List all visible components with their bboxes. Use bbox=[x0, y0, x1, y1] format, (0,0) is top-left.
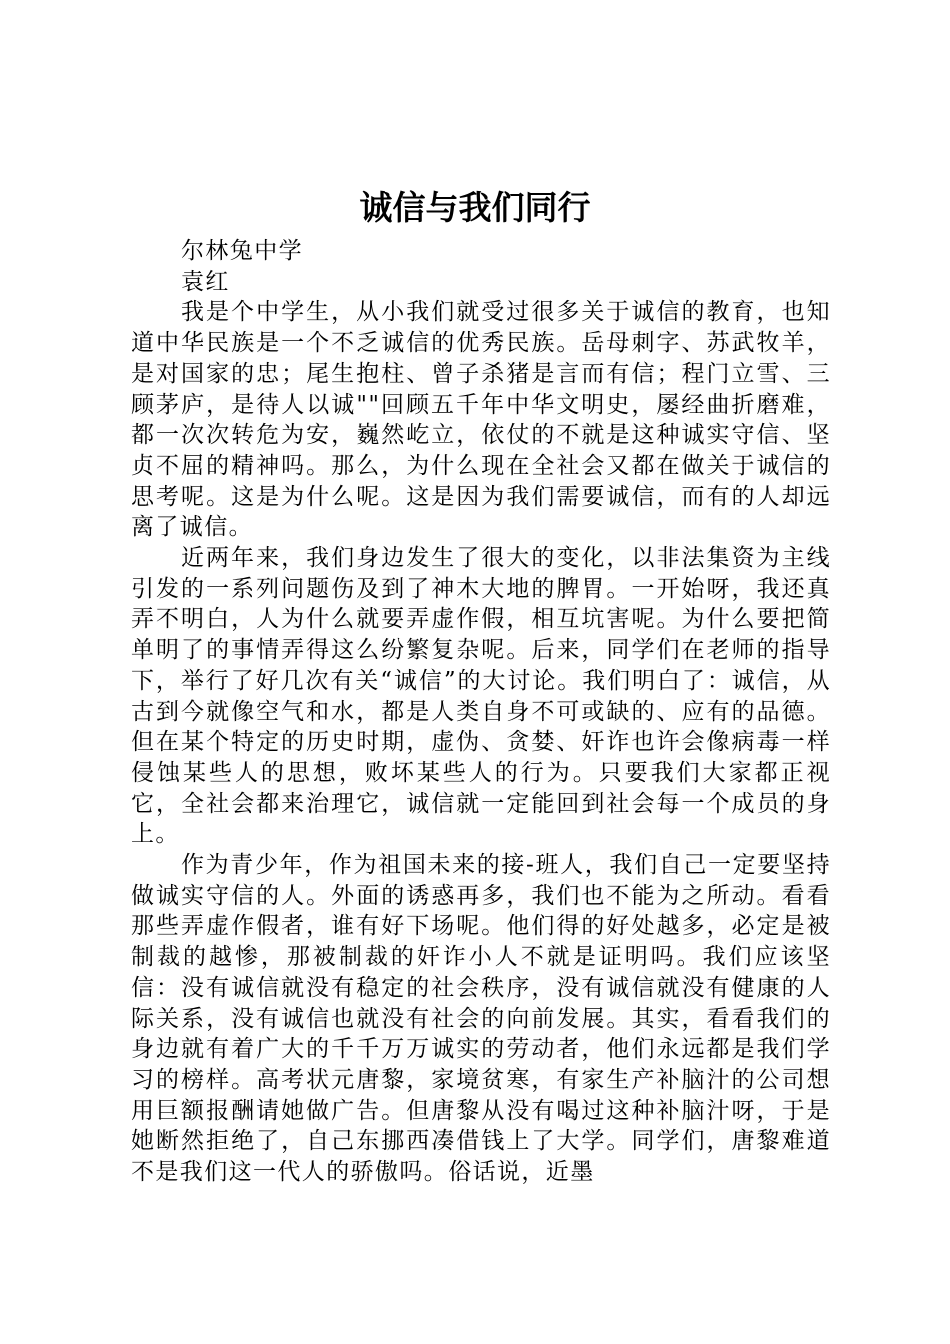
paragraph-2: 近两年来，我们身边发生了很大的变化，以非法集资为主线引发的一系列问题伤及到了神木大地的脾胃。一开始呀，我还真弄不明白，人为什么就要弄虚作假，相互坑害呢。为什么要把简单明了的事情弄得这么纷繁复杂呢。后来，同学们在老师的指导下，举行了好几次有关“诚信”的大讨论。我们明白了：诚信，从古到今就像空气和水，都是人类自身不可或缺的、应有的品德。但在某个特定的历史时期，虚伪、贪婪、奸诈也许会像病毒一样侵蚀某些人的思想，败坏某些人的行为。只要我们大家都正视它，全社会都来治理它，诚信就一定能回到社会每一个成员的身上。 bbox=[131, 545, 831, 848]
document-title: 诚信与我们同行 bbox=[359, 188, 591, 227]
document-body bbox=[131, 236, 831, 1188]
paragraph-1: 我是个中学生，从小我们就受过很多关于诚信的教育，也知道中华民族是一个不乏诚信的优秀民族。岳母刺字、苏武牧羊，是对国家的忠；尾生抱柱、曾子杀猪是言而有信；程门立雪、三顾茅庐，是待人以诚""回顾五千年中华文明史，屡经曲折磨难，都一次次转危为安，巍然屹立，依仗的不就是这种诚实守信、坚贞不屈的精神吗。那么，为什么现在全社会又都在做关于诚信的思考呢。这是为什么呢。这是因为我们需要诚信，而有的人却远离了诚信。 bbox=[131, 299, 831, 541]
paragraph-3: 作为青少年，作为祖国未来的接-班人，我们自己一定要坚持做诚实守信的人。外面的诱惑再多，我们也不能为之所动。看看那些弄虚作假者，谁有好下场呢。他们得的好处越多，必定是被制裁的越惨，那被制裁的奸诈小人不就是证明吗。我们应该坚信：没有诚信就没有稳定的社会秩序，没有诚信就没有健康的人际关系，没有诚信也就没有社会的向前发展。其实，看看我们的身边就有着广大的千千万万诚实的劳动者，他们永远都是我们学习的榜样。高考状元唐黎，家境贫寒，有家生产补脑汁的公司想用巨额报酬请她做广告。但唐黎从没有喝过这种补脑汁呀，于是她断然拒绝了，自己东挪西凑借钱上了大学。同学们，唐黎难道不是我们这一代人的骄傲吗。俗话说，近墨 bbox=[131, 852, 831, 1186]
school-name: 尔林兔中学 bbox=[181, 238, 303, 264]
author-name: 袁红 bbox=[181, 268, 230, 295]
